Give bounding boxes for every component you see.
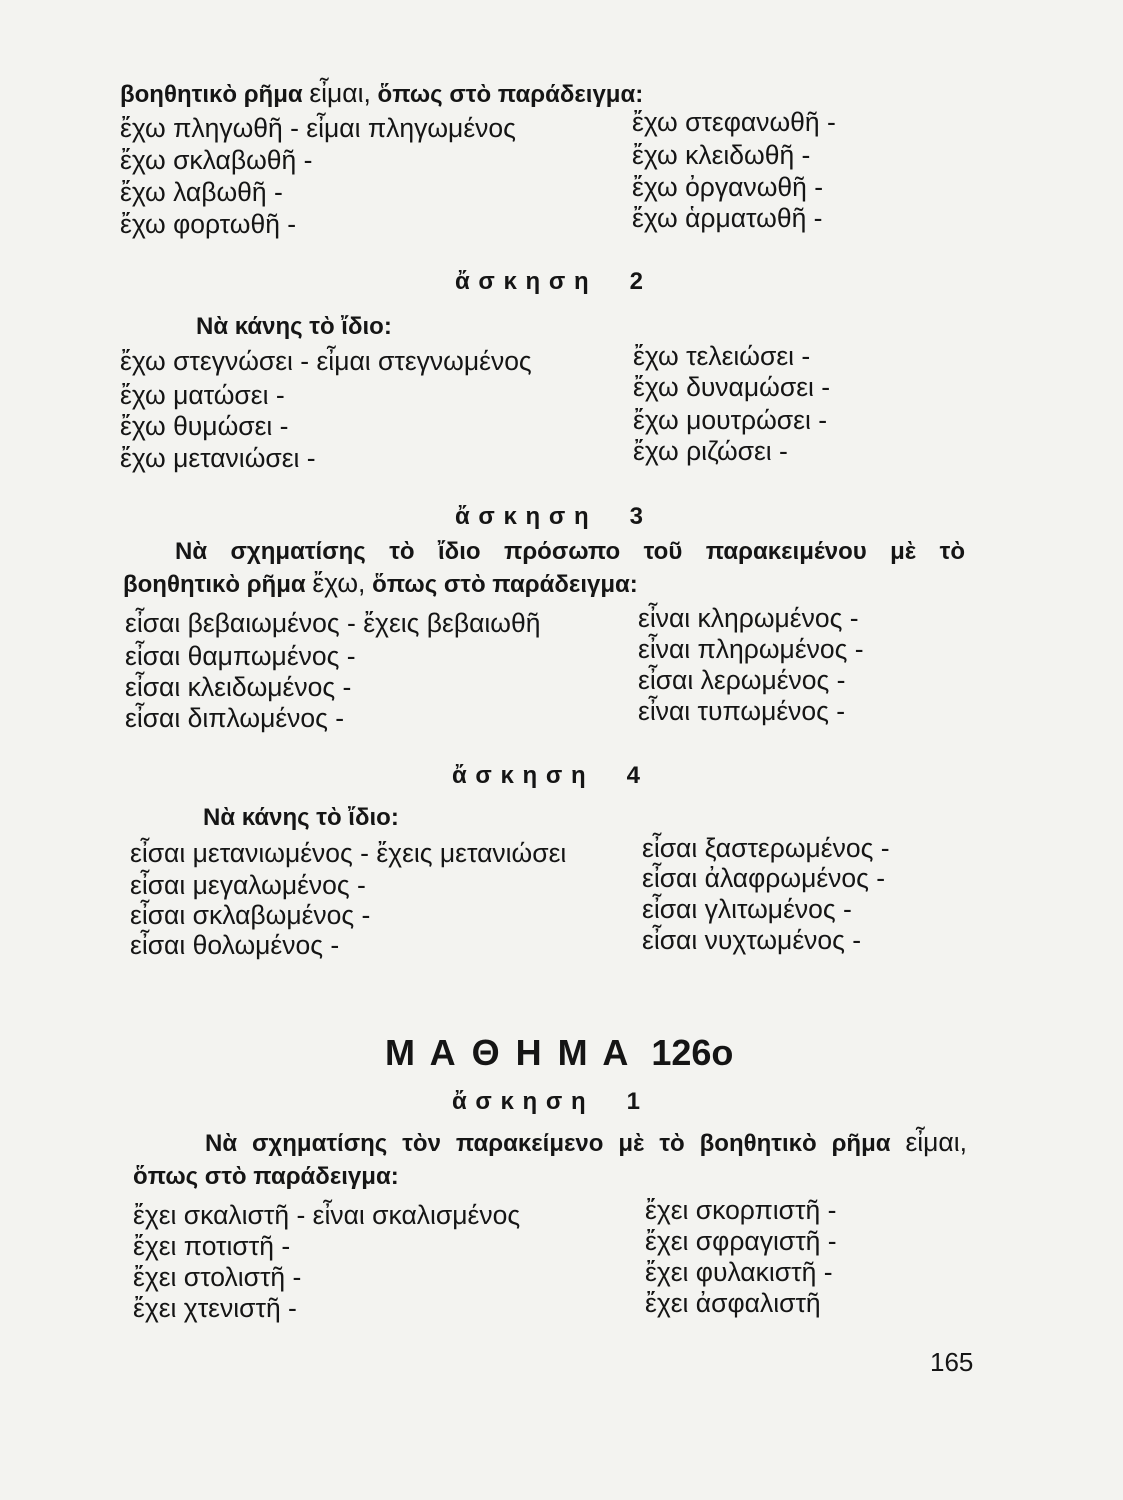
exercise-heading (452, 1087, 640, 1117)
instruction-bold: Νὰ σχηματίσης τὸν παρακείμενο μὲ τὸ βοηθητικὸ ρῆμα (205, 1130, 891, 1157)
lesson-title-word: Μ Α Θ Η Μ Α (385, 1032, 632, 1073)
instruction-regular: εἶμαι, (905, 1127, 967, 1157)
exercise-item: ἔχει ποτιστῆ - (133, 1231, 291, 1261)
instruction-bold: ὅπως στὸ παράδειγμα: (372, 571, 638, 598)
exercise-item: ἔχει φυλακιστῆ - (645, 1257, 833, 1287)
exercise-item: εἶσαι θαμπωμένος - (125, 641, 356, 671)
exercise-item: εἶσαι σκλαβωμένος - (130, 900, 371, 930)
exercise-item: εἶναι πληρωμένος - (638, 634, 864, 664)
exercise-item: ἔχει στολιστῆ - (133, 1262, 302, 1292)
exercise-item: ἔχω στεφανωθῆ - (632, 107, 836, 137)
example-item: ἔχει σκαλιστῆ - εἶναι σκαλισμένος (133, 1200, 521, 1230)
exercise-heading-word: ἄ σ κ η σ η (455, 268, 590, 295)
exercise-item: ἔχω ὀργανωθῆ - (632, 172, 824, 202)
instruction-bold: βοηθητικὸ ρῆμα (123, 571, 306, 598)
exercise-number: 2 (629, 268, 643, 295)
exercise-number: 4 (626, 762, 640, 789)
exercise-item: ἔχω τελειώσει - (633, 341, 811, 371)
exercise-item: ἔχω δυναμώσει - (633, 372, 831, 402)
instruction-text (123, 568, 638, 600)
exercise-heading (455, 502, 643, 532)
example-item: ἔχω πληγωθῆ - εἶμαι πληγωμένος (120, 113, 516, 143)
exercise-item: ἔχω ἁρματωθῆ - (632, 203, 823, 233)
instruction-bold: βοηθητικὸ ρῆμα (120, 81, 303, 108)
instruction-text (120, 78, 643, 110)
example-item: εἶσαι βεβαιωμένος - ἔχεις βεβαιωθῆ (125, 608, 541, 638)
exercise-item: ἔχει σκορπιστῆ - (645, 1195, 837, 1225)
instruction-text: Νὰ κάνης τὸ ἴδιο: (203, 804, 399, 831)
example-item: εἶσαι μετανιωμένος - ἔχεις μετανιώσει (130, 838, 567, 868)
page-number: 165 (930, 1347, 974, 1377)
exercise-heading-word: ἄ σ κ η σ η (452, 762, 587, 789)
exercise-item: ἔχω θυμώσει - (120, 411, 289, 441)
exercise-item: ἔχει σφραγιστῆ - (645, 1226, 837, 1256)
exercise-item: ἔχω μουτρώσει - (633, 405, 828, 435)
exercise-item: εἶναι τυπωμένος - (638, 696, 846, 726)
exercise-item: εἶσαι νυχτωμένος - (642, 925, 862, 955)
exercise-item: ἔχω σκλαβωθῆ - (120, 145, 313, 175)
exercise-number: 3 (629, 503, 643, 530)
exercise-item: ἔχω ριζώσει - (633, 436, 788, 466)
exercise-item: εἶσαι θολωμένος - (130, 930, 340, 960)
exercise-item: ἔχω ματώσει - (120, 380, 285, 410)
exercise-heading (452, 761, 640, 791)
instruction-text: Νὰ σχηματίσης τὸ ἴδιο πρόσωπο τοῦ παρακειμένου μὲ τὸ (175, 538, 965, 565)
exercise-item: εἶσαι μεγαλωμένος - (130, 870, 366, 900)
exercise-item: εἶσαι κλειδωμένος - (125, 672, 352, 702)
exercise-heading (455, 267, 643, 297)
exercise-item: ἔχω φορτωθῆ - (120, 209, 297, 239)
exercise-item: ἔχω μετανιώσει - (120, 443, 316, 473)
instruction-text: ὅπως στὸ παράδειγμα: (133, 1163, 399, 1190)
exercise-item: εἶσαι ἀλαφρωμένος - (642, 863, 886, 893)
exercise-item: εἶσαι γλιτωμένος - (642, 894, 852, 924)
instruction-text (205, 1127, 967, 1159)
exercise-item: εἶσαι διπλωμένος - (125, 703, 345, 733)
exercise-item: ἔχει χτενιστῆ - (133, 1293, 297, 1323)
instruction-bold: ὅπως στὸ παράδειγμα: (377, 81, 644, 108)
example-item: ἔχω στεγνώσει - εἶμαι στεγνωμένος (120, 346, 532, 376)
instruction-regular: εἶμαι, (309, 78, 371, 108)
exercise-item: ἔχω λαβωθῆ - (120, 177, 283, 207)
exercise-item: εἶναι κληρωμένος - (638, 603, 859, 633)
exercise-item: ἔχω κλειδωθῆ - (632, 140, 811, 170)
exercise-item: εἶσαι ξαστερωμένος - (642, 833, 890, 863)
exercise-heading-word: ἄ σ κ η σ η (455, 503, 590, 530)
instruction-regular: ἔχω, (312, 568, 366, 598)
exercise-item: ἔχει ἀσφαλιστῆ (645, 1288, 821, 1318)
lesson-title (385, 1031, 733, 1075)
exercise-item: εἶσαι λερωμένος - (638, 665, 846, 695)
lesson-number: 126ο (651, 1032, 734, 1073)
exercise-number: 1 (626, 1088, 640, 1115)
exercise-heading-word: ἄ σ κ η σ η (452, 1088, 587, 1115)
instruction-text: Νὰ κάνης τὸ ἴδιο: (196, 313, 392, 340)
